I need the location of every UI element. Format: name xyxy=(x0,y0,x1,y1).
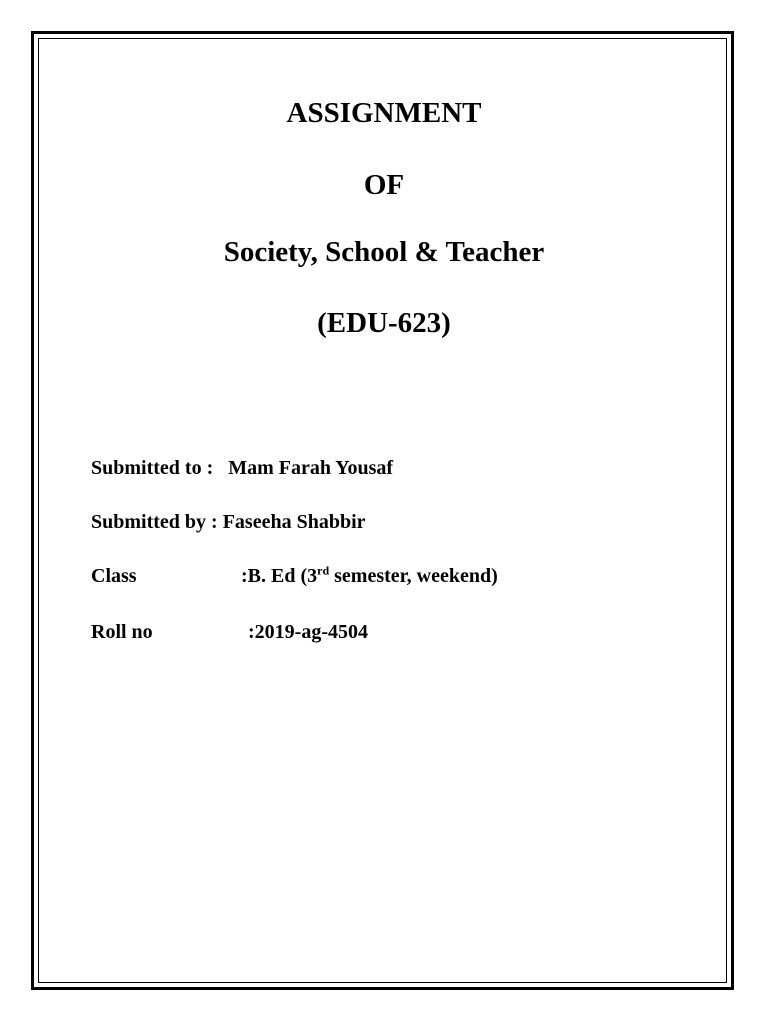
submitted-to-row xyxy=(91,456,393,480)
roll-no-row xyxy=(91,620,368,644)
roll-no-value: :2019-ag-4504 xyxy=(248,621,368,643)
class-label: Class xyxy=(91,565,137,587)
class-value-suffix: semester, weekend) xyxy=(329,565,498,587)
class-value-prefix: :B. Ed (3 xyxy=(241,565,318,587)
title-assignment: ASSIGNMENT xyxy=(286,97,482,129)
roll-no-label: Roll no xyxy=(91,621,153,643)
submitted-to-value: Mam Farah Yousaf xyxy=(228,457,394,479)
submitted-to-label: Submitted to : xyxy=(91,457,214,479)
class-value xyxy=(241,564,498,588)
submitted-by-value: Faseeha Shabbir xyxy=(222,511,366,533)
title-of: OF xyxy=(363,169,405,201)
title-course-code: (EDU-623) xyxy=(317,307,451,339)
submitted-by-row xyxy=(91,510,366,534)
submitted-by-label: Submitted by : xyxy=(91,511,218,533)
class-row xyxy=(91,563,498,588)
title-course-name: Society, School & Teacher xyxy=(223,236,545,268)
class-value-ordinal: rd xyxy=(317,563,330,578)
